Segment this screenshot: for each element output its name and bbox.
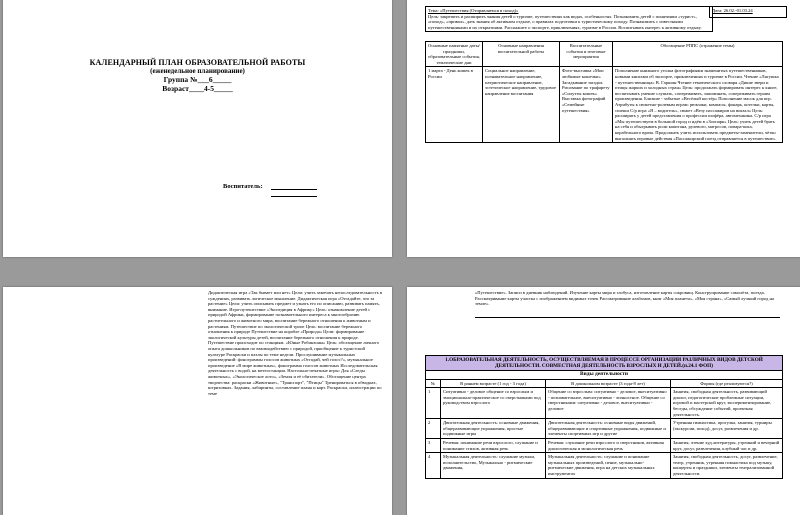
- row-preschool-age: Музыкальная деятельность: слушание и понимание музыкальных произведений, пение, музыкально-ритмические движения, игра на детских музыкальных инструментах: [546, 453, 671, 478]
- header-cell: Формы (где реализуются?): [671, 379, 783, 388]
- row-early-age: Ситуативно - деловое общение со взрослым и эмоционально-практическое со сверстниками под руководством взрослого: [441, 388, 546, 419]
- table-row: [426, 438, 783, 452]
- table-title-row: [426, 356, 783, 371]
- teacher-line-2: [271, 196, 317, 197]
- row-number: 3: [426, 438, 441, 452]
- row-number: 1: [426, 388, 441, 419]
- row-forms: Занятия, свободная деятельность, развивающий диалог, педагогические проблемные ситуации, игровой и мастерской круг, экспериментирование, беседы, обсуждение событий, проектная деятельность.: [671, 388, 783, 419]
- header-cell: Обогащение РППС (отражение темы): [613, 42, 783, 67]
- teacher-label: Воспитатель:: [223, 183, 263, 190]
- header-cell: Основные памятные даты/праздники, образовательные события, тематические дни: [426, 42, 483, 67]
- row-forms: Занятия, чтение худ.литературы, утренний и вечерний круг, досуг, развлечения, клубный час и др.: [671, 438, 783, 452]
- cell-dates: 1 марта - День кошек в России: [426, 67, 483, 143]
- row-number: 4: [426, 453, 441, 478]
- table-title: 1.ОБРАЗОВАТЕЛЬНАЯ ДЕЯТЕЛЬНОСТЬ, ОСУЩЕСТВЛЯЕМАЯ В ПРОЦЕССЕ ОРГАНИЗАЦИИ РАЗЛИЧНЫХ ВИДОВ ДЕТСКОЙ ДЕЯТЕЛЬНОСТИ. СОВМЕСТНАЯ ДЕЯТЕЛЬНОСТЬ ВЗРОСЛЫХ И ДЕТЕЙ.(п.24.1 ФОП): [426, 356, 783, 371]
- header-cell: Основные направления воспитательной работы: [483, 42, 560, 67]
- cell-directions: Социальное направление, познавательное направление, патриотическое направление, эстетическое направление, трудовое направление воспитания: [483, 67, 560, 143]
- date-text: Дата: 26.02.-01.03.24: [712, 8, 753, 13]
- plan-table-row: [426, 67, 783, 143]
- table-row: [426, 388, 783, 419]
- cell-rpps: Пополнение книжного уголка фотографиями знаменитых путешественников, новыми книгами об экспорте, приключениях и туризме в России. Чтение «Лягушка - путешественница» В. Гаршин Чтение тематического словаря «Дикие звери и птицы жарких и холодных стран» Цель: продолжать формировать интерес к книге, воспитывать умение слушать, сопереживать, запоминать, сопереживать героям произведения. Близкие - забытые «Весёлый костёр» Пополнение масок для игр. Атрибуты к сюжетно-ролевым играм: рюкзаки, компасы, фонарь, котелки, карты, спички С/р игра «Я – водитель», сюжет «Везу пассажиров на вокзал» Цель: расширять у детей представления о профессии шофёра, автомеханика. С/р игра «Мы путешествуем в большой город и идём в «Зоопарк» Цель: учить детей брать на себя и обыгрывать роли капитана, рулевого, матросов, повара-кока, корабельного врача. Продолжать учить использовать предметы-заменители, чётко выполнять игровые действия «Пассажирский поезд отправляется в путешествие».: [613, 67, 783, 143]
- table-subtitle: Виды деятельности: [426, 371, 783, 380]
- theme-line: Тема: «Путешествия (Отправляемся в поход)»: [428, 8, 519, 13]
- header-cell: В раннем возрасте (1 год - 3 года): [441, 379, 546, 388]
- cover-title: КАЛЕНДАРНЫЙ ПЛАН ОБРАЗОВАТЕЛЬНОЙ РАБОТЫ: [89, 58, 306, 67]
- row-forms: Занятия, свободная деятельность, досуг, развлечение, театр, утренник, утренняя гимнастика под музыку, концерты и праздники, элементы театрализованной деятельности.: [671, 453, 783, 478]
- row-number: 2: [426, 419, 441, 439]
- page-activity-types: [407, 287, 800, 515]
- page-weekly-plan: [407, 0, 800, 257]
- theme-goal: Цель: закрепить и расширить знания детей о туризме, путешествиях как видах, особенностях. Познакомить детей с понятиями «турист», «поход», «привал», дать знания об активном отдыхе, о правилах подготовки к туристическому походу. Познакомить с известными путешественниками и их открытиями. Расскажите о экспорте, приключениях, туризме в России. Воспитывать интерес к активному отдыху.: [428, 13, 702, 30]
- teacher-line: [271, 189, 317, 190]
- header-cell: В дошкольном возрасте (3 года-8 лет): [546, 379, 671, 388]
- row-early-age: Музыкальная деятельность: слушание музыки, исполнительство, Музыкально - ритмические движения,: [441, 453, 546, 478]
- cell-events: Фото-выставка «Мои любимые кошечки» Загадывание загадок Рисование по трафарету «Силуэты кошек» Выставка фотографий «Семейные путешествия»: [560, 67, 613, 143]
- cover-block: [33, 0, 362, 93]
- page-activities: [3, 287, 392, 515]
- cover-subtitle: (еженедельное планирование): [150, 67, 245, 75]
- row-forms: Утренняя гимнастика, прогулка, занятия, турниры (экскурсии, поход), досуг, развлечения и др.: [671, 419, 783, 439]
- table-header-row: [426, 379, 783, 388]
- activity-types-table: [425, 355, 783, 479]
- date-box: [709, 6, 787, 18]
- header-cell: Воспитательные события и итоговые мероприятия: [560, 42, 613, 67]
- theme-box: [425, 6, 713, 32]
- activities-text: Дидактическая игра «Так бывает или нет» Цели: учить замечать непоследовательность в суждениях, развивать логическое мышление. Дидактическая игра «Отгадайте, что за растение» Цели: учить описывать предмет и узнать его по описанию, развивать память, внимание. Игра-путешествие «Экспедиция в Африку» Цель: ознакомление детей с природой Африки, формирование познавательного интереса к многообразию растительного и животного мира, воспитание бережного отношения к животным и растениям. Путешествие по экологической тропе Цель: воспитание бережного отношения к природе Путешествие на корабле «Природа» Цели: формирование экологической культуры детей, воспитание бережного отношения к природе. Путешествие происходит по станциям. «Юные Робинзоны» Цель: обогащение личного опыта дошкольников по взаимодействию с природой, приобщение к туристской культуре Раскраски и пазлы по теме недели. Прослушивание музыкальных произведений: фонограммы голосов животных «Отгадай, чей голос?», музыкальное произведение «В мире животных», фонограмма голосов животных Исследовательская деятельность с водой, на метеостанции. Настольно-печатные игры: Для «Следы животных», «Экологическое лото», «Земля и её обитатели». Обогащение центра творчества: раскраски «Животные», "Транспорт", "Птицы" Тренироваться в обводках, штриховках. Задания, лабиринты, составление плана и карт. Раскраски, иллюстрации по теме: [208, 290, 382, 396]
- row-early-age: Двигательная деятельность: основные движения, общеразвивающие упражнения, простые подвижные игры: [441, 419, 546, 439]
- row-preschool-age: Речевая: слушание речи взрослого и сверстников, активная диалогическая и монологическая речь: [546, 438, 671, 452]
- plan-table: [425, 41, 783, 143]
- plan-table-header: [426, 42, 783, 67]
- page-cover: [3, 0, 392, 257]
- row-preschool-age: Двигательная деятельность: основные виды движений, общеразвивающие и спортивные упражнения, подвижные и элементы спортивных игр и другие: [546, 419, 671, 439]
- top-continuation-text: «Путешествие». Записи в дневник наблюдений. Изучение карты мира и глобуса, изготовление карты сокровищ. Конструирование самолёта, поезда. Рассматривание карты участка с изображением видимых точек Рассматривание альбомов, книг «Моя планета», «Моя страна», «Самый лучший город на земле».: [475, 290, 774, 307]
- table-row: [426, 419, 783, 439]
- table-subtitle-row: [426, 371, 783, 380]
- row-early-age: Речевая: понимание речи взрослого, слушание и понимание стихов, активная речь: [441, 438, 546, 452]
- cover-group: Группа №___6_____: [163, 75, 232, 84]
- separator-line: [475, 317, 780, 318]
- header-cell: №: [426, 379, 441, 388]
- row-preschool-age: Общение со взрослым: ситуативно - деловое, внеситуативно - познавательное, внеситуативно - личностное. Общение со сверстниками: ситуативно - деловое, внеситуативно - деловое: [546, 388, 671, 419]
- table-row: [426, 453, 783, 478]
- cover-age: Возраст____4-5_____: [162, 84, 233, 93]
